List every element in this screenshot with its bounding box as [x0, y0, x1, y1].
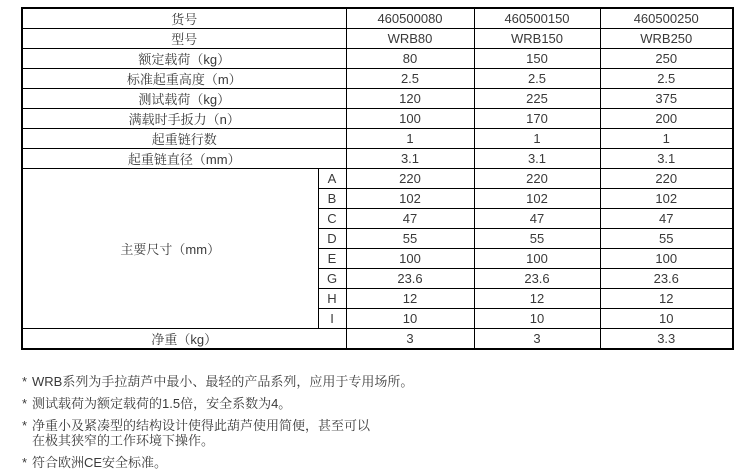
- spec-label: 净重（kg）: [22, 329, 346, 350]
- spec-value: 220: [346, 169, 474, 189]
- spec-value: 47: [346, 209, 474, 229]
- footnote-text: WRB系列为手拉葫芦中最小、最轻的产品系列，应用于专用场所。: [32, 374, 414, 389]
- table-row-chain-diameter: [22, 149, 733, 169]
- spec-value: 200: [600, 109, 733, 129]
- spec-value: 220: [600, 169, 733, 189]
- table-row-chain-falls: [22, 129, 733, 149]
- spec-value: 80: [346, 49, 474, 69]
- spec-value: 100: [600, 249, 733, 269]
- dimension-letter: A: [318, 169, 346, 189]
- footnote-marker: *: [22, 396, 28, 411]
- footnote-series-info: [22, 374, 732, 389]
- dimension-letter: I: [318, 309, 346, 329]
- dimension-letter: D: [318, 229, 346, 249]
- spec-label: 额定载荷（kg）: [22, 49, 346, 69]
- footnote-compact-design: [22, 418, 732, 448]
- spec-value: 55: [474, 229, 600, 249]
- spec-value: 100: [474, 249, 600, 269]
- spec-value: 3.3: [600, 329, 733, 350]
- footnote-ce-standard: [22, 455, 732, 470]
- spec-value: 12: [600, 289, 733, 309]
- spec-value: 102: [346, 189, 474, 209]
- dimension-letter: E: [318, 249, 346, 269]
- spec-value: 3.1: [600, 149, 733, 169]
- product-spec-table: [21, 7, 734, 350]
- spec-value: 1: [600, 129, 733, 149]
- spec-value: 12: [346, 289, 474, 309]
- table-row-model: [22, 29, 733, 49]
- footnote-marker: *: [22, 374, 28, 389]
- spec-value: 170: [474, 109, 600, 129]
- spec-value: 150: [474, 49, 600, 69]
- spec-value: 10: [600, 309, 733, 329]
- table-row-test-load: [22, 89, 733, 109]
- spec-value: WRB250: [600, 29, 733, 49]
- dimension-letter: G: [318, 269, 346, 289]
- spec-value: 10: [346, 309, 474, 329]
- table-row-hand-pull-force: [22, 109, 733, 129]
- spec-value: 55: [600, 229, 733, 249]
- spec-value: 55: [346, 229, 474, 249]
- spec-value: 23.6: [474, 269, 600, 289]
- spec-value: 100: [346, 249, 474, 269]
- spec-value: 47: [474, 209, 600, 229]
- spec-value: 23.6: [600, 269, 733, 289]
- table-row-net-weight: [22, 329, 733, 350]
- spec-value: 2.5: [346, 69, 474, 89]
- footnote-test-load: [22, 396, 732, 411]
- table-row-dimension-A: [22, 169, 733, 189]
- spec-label: 起重链行数: [22, 129, 346, 149]
- footnotes-section: [22, 374, 732, 471]
- dimension-letter: H: [318, 289, 346, 309]
- footnote-marker: *: [22, 418, 28, 433]
- spec-value: 1: [474, 129, 600, 149]
- spec-value: 102: [600, 189, 733, 209]
- table-row-item-number: [22, 8, 733, 29]
- spec-label: 满载时手扳力（n）: [22, 109, 346, 129]
- spec-value: 47: [600, 209, 733, 229]
- footnote-marker: *: [22, 455, 28, 470]
- spec-label: 起重链直径（mm）: [22, 149, 346, 169]
- spec-value: 460500250: [600, 8, 733, 29]
- spec-value: 10: [474, 309, 600, 329]
- footnote-text: 符合欧洲CE安全标准。: [32, 455, 168, 470]
- footnote-text: 测试载荷为额定载荷的1.5倍，安全系数为4。: [32, 396, 292, 411]
- spec-value: 460500150: [474, 8, 600, 29]
- spec-value: 225: [474, 89, 600, 109]
- spec-value: 2.5: [600, 69, 733, 89]
- spec-label: 型号: [22, 29, 346, 49]
- dimension-letter: B: [318, 189, 346, 209]
- table-row-rated-load: [22, 49, 733, 69]
- dimensions-label: 主要尺寸（mm）: [22, 169, 318, 329]
- spec-value: 12: [474, 289, 600, 309]
- spec-value: 3.1: [474, 149, 600, 169]
- spec-value: 23.6: [346, 269, 474, 289]
- spec-value: WRB150: [474, 29, 600, 49]
- spec-label: 货号: [22, 8, 346, 29]
- footnote-text: 在极其狭窄的工作环境下操作。: [32, 433, 215, 448]
- spec-value: 3: [346, 329, 474, 350]
- spec-value: 460500080: [346, 8, 474, 29]
- spec-value: 2.5: [474, 69, 600, 89]
- footnote-text: 净重小及紧凑型的结构设计使得此葫芦使用简便，甚至可以: [32, 418, 371, 433]
- spec-value: 250: [600, 49, 733, 69]
- spec-value: 102: [474, 189, 600, 209]
- spec-value: 220: [474, 169, 600, 189]
- table-row-lift-height: [22, 69, 733, 89]
- dimension-letter: C: [318, 209, 346, 229]
- spec-value: 3.1: [346, 149, 474, 169]
- spec-value: 375: [600, 89, 733, 109]
- spec-label: 标准起重高度（m）: [22, 69, 346, 89]
- spec-value: 1: [346, 129, 474, 149]
- spec-value: 120: [346, 89, 474, 109]
- spec-label: 测试载荷（kg）: [22, 89, 346, 109]
- spec-value: 3: [474, 329, 600, 350]
- spec-value: 100: [346, 109, 474, 129]
- spec-value: WRB80: [346, 29, 474, 49]
